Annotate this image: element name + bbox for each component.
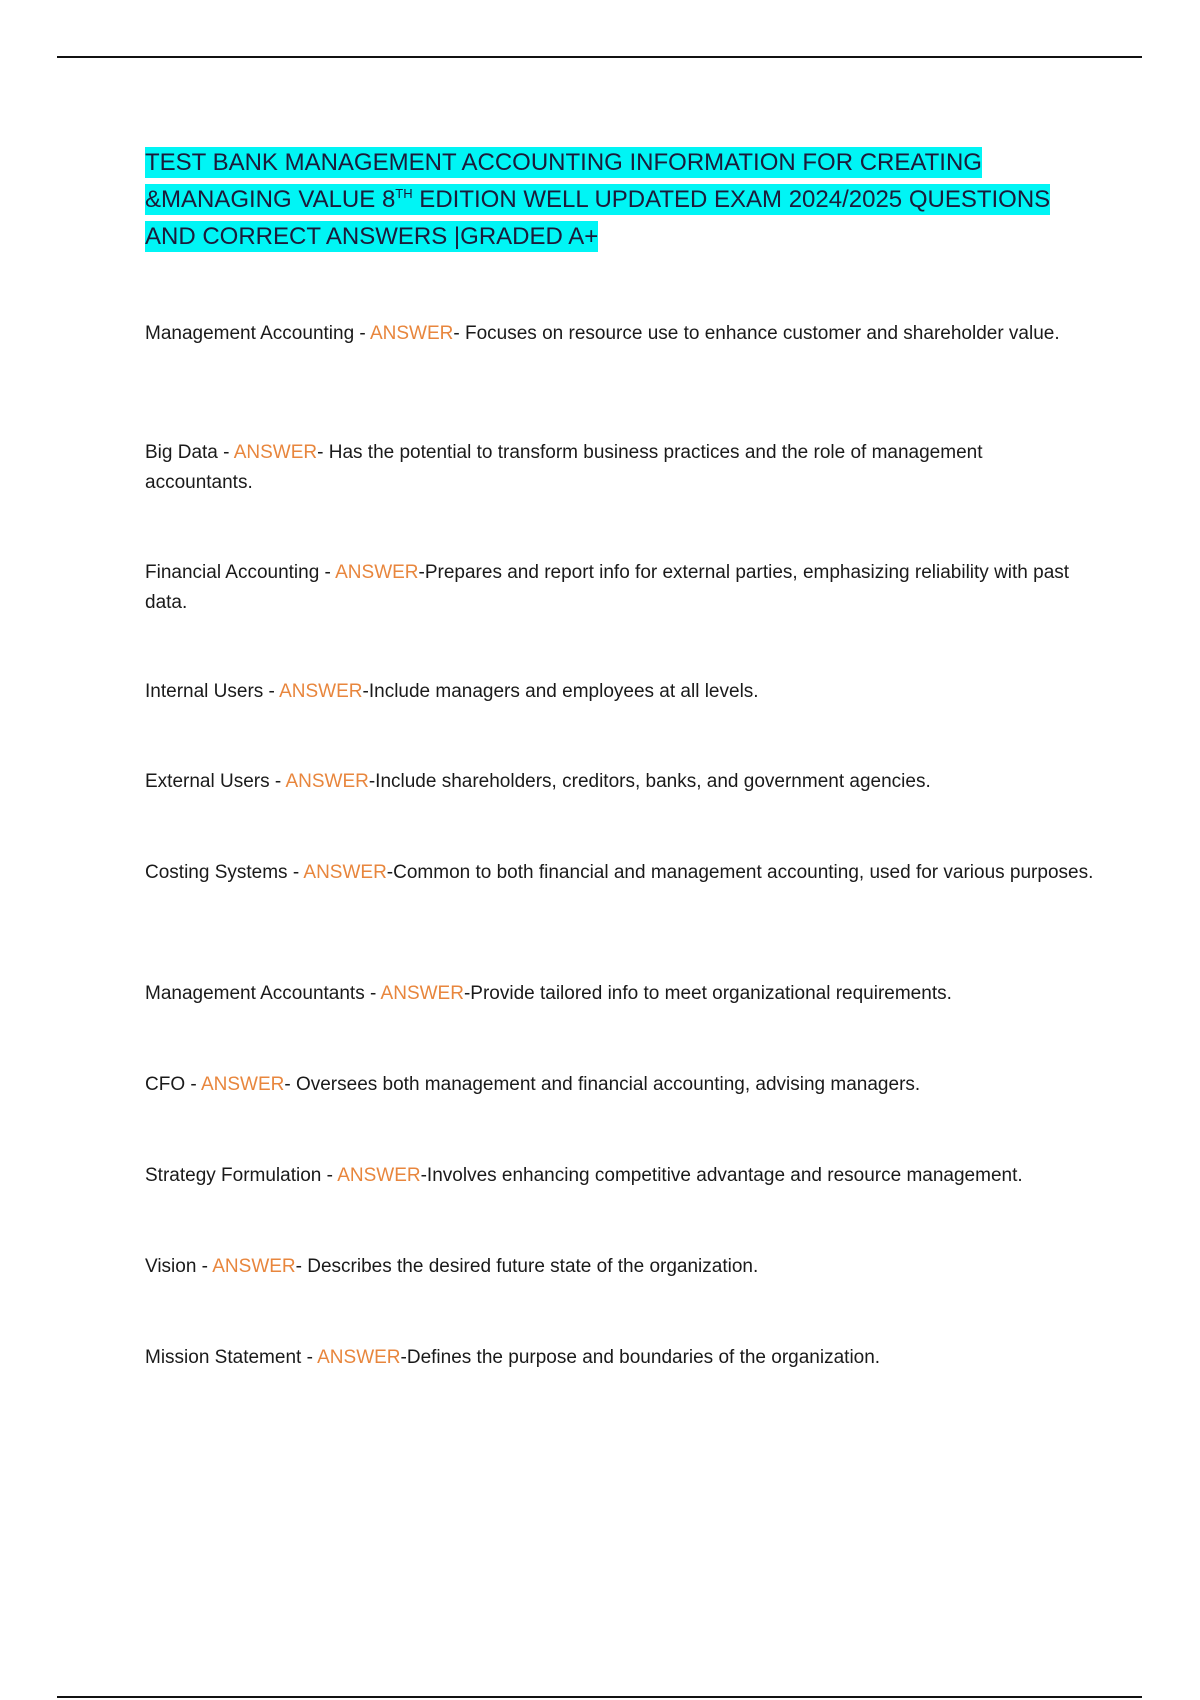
- top-divider: [57, 56, 1142, 58]
- qa-entry-costing-systems: [145, 858, 1095, 888]
- qa-entry-cfo: [145, 1070, 1095, 1100]
- entry-definition: -Provide tailored info to meet organizational requirements.: [463, 983, 952, 1004]
- title-superscript: TH: [395, 186, 413, 201]
- qa-entry-external-users: [145, 767, 1095, 797]
- answer-keyword: ANSWER: [369, 323, 454, 344]
- entry-definition: -Defines the purpose and boundaries of the organization.: [400, 1347, 881, 1368]
- bottom-divider: [57, 1696, 1142, 1698]
- entry-definition: - Has the potential to transform business practices and the role of management accountants.: [145, 442, 983, 493]
- answer-keyword: ANSWER: [335, 562, 419, 583]
- entry-definition: -Common to both financial and management accounting, used for various purposes.: [386, 862, 1094, 883]
- entry-term: Big Data -: [145, 442, 234, 463]
- answer-keyword: ANSWER: [337, 1165, 421, 1186]
- entry-term: CFO -: [145, 1074, 201, 1095]
- entry-term: Mission Statement -: [145, 1347, 318, 1368]
- qa-entry-vision: [145, 1252, 1095, 1282]
- entry-term: Internal Users -: [145, 681, 280, 702]
- entry-term: Management Accounting -: [145, 323, 370, 344]
- title-highlight: [145, 147, 1050, 252]
- qa-entry-big-data: [145, 438, 1095, 498]
- answer-keyword: ANSWER: [200, 1074, 285, 1095]
- answer-keyword: ANSWER: [303, 862, 387, 883]
- entry-term: Costing Systems -: [145, 862, 304, 883]
- document-title: [145, 144, 1085, 255]
- title-text-part2: EDITION WELL UPDATED EXAM 2024/2025 QUESTIONS AND CORRECT ANSWERS |GRADED A+: [145, 186, 1051, 250]
- answer-keyword: ANSWER: [212, 1256, 296, 1277]
- entry-term: Strategy Formulation -: [145, 1165, 338, 1186]
- entry-definition: -Include shareholders, creditors, banks, and government agencies.: [368, 771, 931, 792]
- entry-definition: -Prepares and report info for external parties, emphasizing reliability with past data.: [145, 562, 1070, 613]
- qa-entry-management-accountants: [145, 979, 1095, 1009]
- qa-entry-internal-users: [145, 677, 1095, 707]
- answer-keyword: ANSWER: [285, 771, 369, 792]
- entry-term: Financial Accounting -: [145, 562, 336, 583]
- entry-definition: -Include managers and employees at all levels.: [362, 681, 759, 702]
- answer-keyword: ANSWER: [233, 442, 318, 463]
- qa-entry-management-accounting: [145, 319, 1095, 349]
- title-text-part1: TEST BANK MANAGEMENT ACCOUNTING INFORMATION FOR CREATING &MANAGING VALUE 8: [145, 149, 982, 213]
- entry-term: Vision -: [145, 1256, 213, 1277]
- qa-entry-mission-statement: [145, 1343, 1095, 1373]
- entry-definition: - Focuses on resource use to enhance customer and shareholder value.: [453, 323, 1060, 344]
- qa-entry-strategy-formulation: [145, 1161, 1095, 1191]
- entry-term: External Users -: [145, 771, 286, 792]
- qa-entry-financial-accounting: [145, 558, 1095, 618]
- answer-keyword: ANSWER: [380, 983, 464, 1004]
- entry-definition: -Involves enhancing competitive advantage and resource management.: [420, 1165, 1023, 1186]
- entry-definition: - Describes the desired future state of the organization.: [295, 1256, 759, 1277]
- answer-keyword: ANSWER: [279, 681, 363, 702]
- entry-term: Management Accountants -: [145, 983, 381, 1004]
- entry-definition: - Oversees both management and financial accounting, advising managers.: [284, 1074, 921, 1095]
- answer-keyword: ANSWER: [317, 1347, 401, 1368]
